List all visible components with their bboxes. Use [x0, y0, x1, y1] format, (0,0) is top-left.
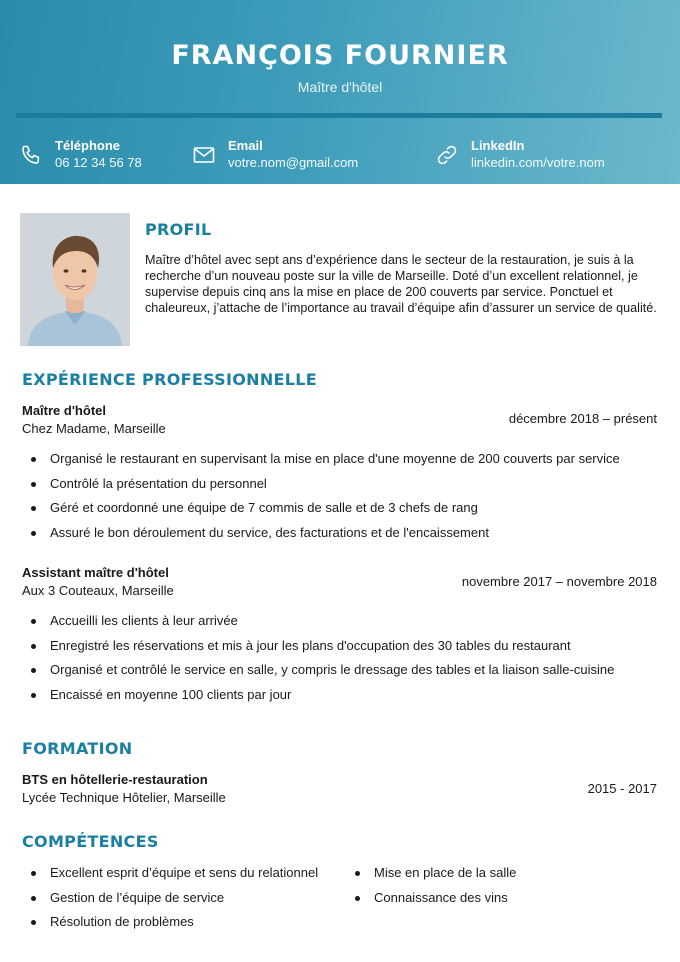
contact-linkedin — [435, 137, 605, 173]
list-item: Contrôlé la présentation du personnel — [30, 476, 620, 501]
contact-label: LinkedIn — [471, 138, 525, 153]
contact-label: Email — [228, 138, 263, 153]
profile-photo — [20, 213, 130, 346]
section-title-skills: COMPÉTENCES — [22, 832, 159, 851]
list-item: Organisé le restaurant en supervisant la mise en place d'une moyenne de 200 couverts par service — [30, 451, 620, 476]
skill-item: Excellent esprit d’équipe et sens du relationnel — [30, 865, 318, 890]
section-title-education: FORMATION — [22, 739, 133, 758]
list-item: Enregistré les réservations et mis à jour les plans d'occupation des 30 tables du restaurant — [30, 638, 614, 663]
section-title-profile: PROFIL — [145, 220, 212, 239]
resume-header — [0, 0, 680, 184]
contact-value: 06 12 34 56 78 — [55, 155, 142, 170]
candidate-job-title: Maître d'hôtel — [297, 79, 383, 95]
phone-icon — [19, 143, 43, 167]
job-tasks-list — [30, 613, 614, 711]
list-item: Organisé et contrôlé le service en salle, y compris le dressage des tables et la liaison salle-cuisine — [30, 662, 614, 687]
job-company: Chez Madame, Marseille — [22, 421, 166, 436]
profile-summary: Maître d’hôtel avec sept ans d’expérience dans le secteur de la restauration, je suis à la recherche d’un nouveau poste sur la ville de Marseille. Doté d’un excellent relationnel, je supervise depuis cinq ans la mise en place de 200 couverts par service. Ponctuel et chaleureux, j’attache de l’importance au travail d’équipe afin d’assurer un service de qualité. — [145, 253, 657, 315]
contact-email — [192, 137, 358, 173]
list-item: Assuré le bon déroulement du service, des facturations et de l'encaissement — [30, 525, 620, 550]
contact-label: Téléphone — [55, 138, 121, 153]
job-title: Assistant maître d'hôtel — [22, 565, 169, 580]
skill-item: Résolution de problèmes — [30, 914, 318, 939]
contact-value: linkedin.com/votre.nom — [471, 155, 605, 170]
job-dates: novembre 2017 – novembre 2018 — [461, 574, 657, 589]
job-dates: décembre 2018 – présent — [508, 411, 657, 426]
job-company: Aux 3 Couteaux, Marseille — [22, 583, 174, 598]
job-title: Maître d'hôtel — [22, 403, 106, 418]
mail-icon — [192, 143, 216, 167]
section-title-experience: EXPÉRIENCE PROFESSIONNELLE — [22, 370, 317, 389]
skill-item: Connaissance des vins — [354, 890, 516, 915]
list-item: Accueilli les clients à leur arrivée — [30, 613, 614, 638]
header-divider — [16, 113, 662, 118]
skill-item: Mise en place de la salle — [354, 865, 516, 890]
job-tasks-list — [30, 451, 620, 549]
link-icon — [435, 143, 459, 167]
school-name: Lycée Technique Hôtelier, Marseille — [22, 790, 226, 805]
list-item: Encaissé en moyenne 100 clients par jour — [30, 687, 614, 712]
list-item: Géré et coordonné une équipe de 7 commis de salle et de 3 chefs de rang — [30, 500, 620, 525]
skills-list-right — [354, 865, 516, 914]
contact-value: votre.nom@gmail.com — [228, 155, 359, 170]
contact-phone — [19, 137, 142, 173]
candidate-name: FRANÇOIS FOURNIER — [171, 40, 509, 71]
skills-list-left — [30, 865, 318, 939]
education-dates: 2015 - 2017 — [587, 781, 657, 796]
skill-item: Gestion de l’équipe de service — [30, 890, 318, 915]
degree-title: BTS en hôtellerie-restauration — [22, 772, 208, 787]
